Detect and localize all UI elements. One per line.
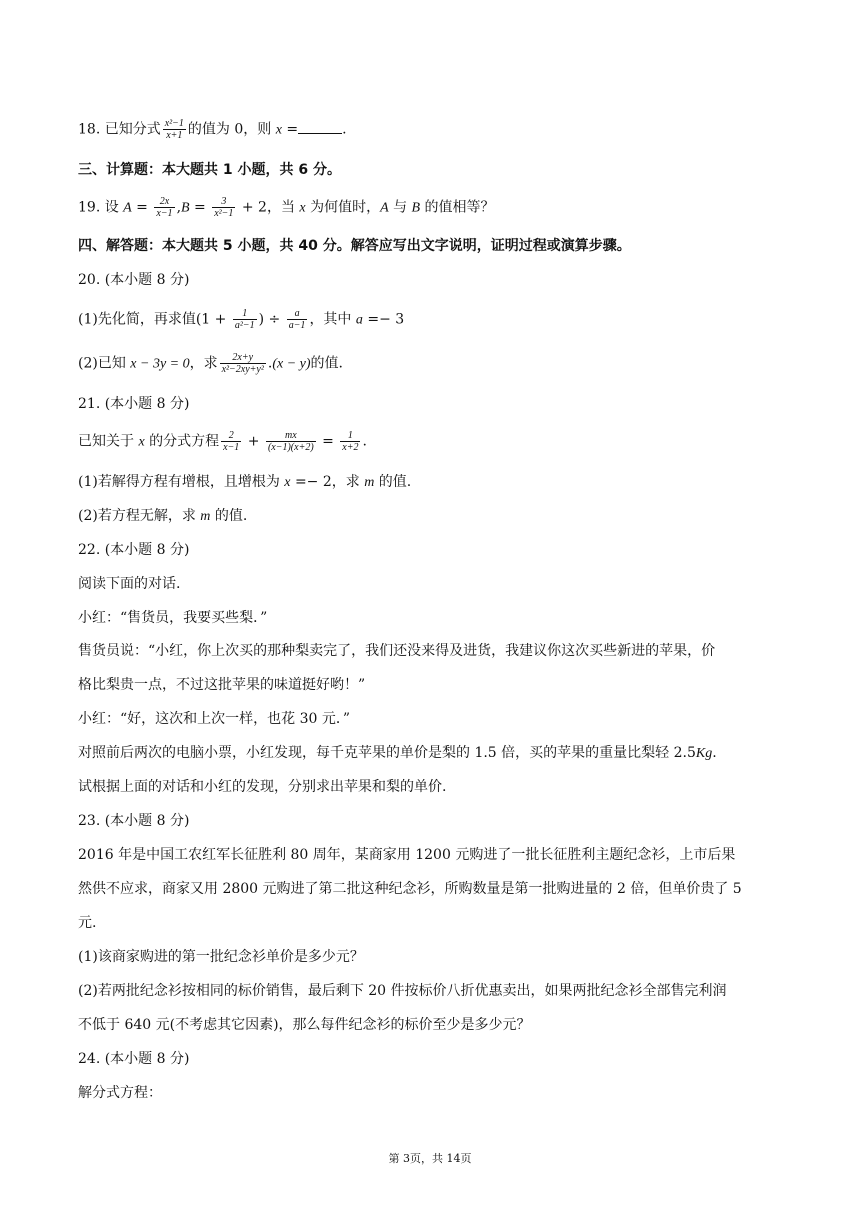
- fraction: $\frac{\text{x²−1}}{x+1}$: [164, 118, 184, 141]
- fraction: $\frac{2x+y}{\text{x²−2xy+y²}}$: [221, 352, 264, 375]
- question-21-intro: 已知关于 x 的分式方程 $\frac{2}{x-1}$ + $\frac{mx}{(x-1)(x+2)}$ = $\frac{1}{x+2}$ .: [78, 430, 367, 453]
- section-heading-calculation: 三、计算题：本大题共 1 小题，共 6 分。: [78, 162, 341, 178]
- question-22-head: 22. (本小题 8 分): [78, 542, 190, 558]
- paragraph-line: 解分式方程：: [78, 1085, 162, 1101]
- paragraph-line: (1)该商家购进的第一批纪念衫单价是多少元？: [78, 949, 364, 965]
- paragraph-line: 然供不应求，商家又用 2800 元购进了第二批这种纪念衫，所购数量是第一批购进量的 2 倍，但单价贵了 5: [78, 881, 742, 897]
- question-21-part-1: (1)若解得方程有增根，且增根为 x =− 2，求 m 的值.: [78, 474, 412, 490]
- question-19: 19. 设 A = $\frac{2x}{x-1}$ ,B = $\frac{3}{\text{x²−1}}$ + 2，当 x 为何值时，A 与 B 的值相等？: [78, 196, 495, 219]
- paragraph-line: 小红：“好，这次和上次一样，也花 30 元．”: [78, 711, 351, 727]
- page-footer: 第 3页，共 14页: [388, 1152, 472, 1165]
- paragraph-line: 试根据上面的对话和小红的发现，分别求出苹果和梨的单价.: [78, 779, 447, 795]
- paragraph-line: 不低于 640 元(不考虑其它因素)，那么每件纪念衫的标价至少是多少元？: [78, 1017, 531, 1033]
- question-20-head: 20. (本小题 8 分): [78, 272, 190, 288]
- fraction: $\frac{2x}{x-1}$: [156, 196, 173, 219]
- section-heading-solution: 四、解答题：本大题共 5 小题，共 40 分。解答应写出文字说明，证明过程或演算步骤。: [78, 238, 631, 254]
- fraction: $\frac{a}{a-1}$: [288, 308, 306, 331]
- question-text: 18. 已知分式: [78, 121, 161, 138]
- question-21-part-2: (2)若方程无解，求 m 的值.: [78, 508, 248, 524]
- question-24-head: 24. (本小题 8 分): [78, 1051, 190, 1067]
- question-21-head: 21. (本小题 8 分): [78, 396, 190, 412]
- paragraph-line: 售货员说：“小红，你上次买的那种梨卖完了，我们还没来得及进货，我建议你这次买些新进的苹果，价: [78, 643, 716, 659]
- question-23-head: 23. (本小题 8 分): [78, 813, 190, 829]
- paragraph-line: 格比梨贵一点，不过这批苹果的味道挺好哟！”: [78, 677, 366, 693]
- answer-blank: [298, 121, 342, 134]
- question-20-part-1: (1)先化简，再求值(1 + $\frac{1}{\text{a²−1}}$ ) ÷ $\frac{a}{a-1}$ ，其中 a =− 3: [78, 308, 405, 331]
- paragraph-line: 阅读下面的对话.: [78, 576, 181, 592]
- fraction: $\frac{1}{x+2}$: [342, 430, 359, 453]
- paragraph-line: 对照前后两次的电脑小票，小红发现，每千克苹果的单价是梨的 1.5 倍，买的苹果的重量比梨轻 2.5Kg.: [78, 745, 717, 761]
- fraction: $\frac{2}{x-1}$: [223, 430, 240, 453]
- question-20-part-2: (2)已知 x − 3y = 0，求 $\frac{2x+y}{\text{x²−2xy+y²}}$ .(x − y)的值.: [78, 352, 343, 375]
- paragraph-line: (2)若两批纪念衫按相同的标价销售，最后剩下 20 件按标价八折优惠卖出，如果两批纪念衫全部售完利润: [78, 983, 727, 999]
- question-18: 18. 已知分式 $\frac{\text{x²−1}}{x+1}$ 的值为 0，则 x = .: [78, 118, 347, 141]
- fraction: $\frac{3}{\text{x²−1}}$: [214, 196, 234, 219]
- paragraph-line: 2016 年是中国工农红军长征胜利 80 周年，某商家用 1200 元购进了一批长征胜利主题纪念衫，上市后果: [78, 847, 736, 863]
- fraction: $\frac{1}{\text{a²−1}}$: [234, 308, 255, 331]
- paragraph-line: 元.: [78, 915, 97, 931]
- fraction: $\frac{mx}{(x-1)(x+2)}$: [267, 430, 314, 453]
- paragraph-line: 小红：“售货员，我要买些梨．”: [78, 610, 268, 626]
